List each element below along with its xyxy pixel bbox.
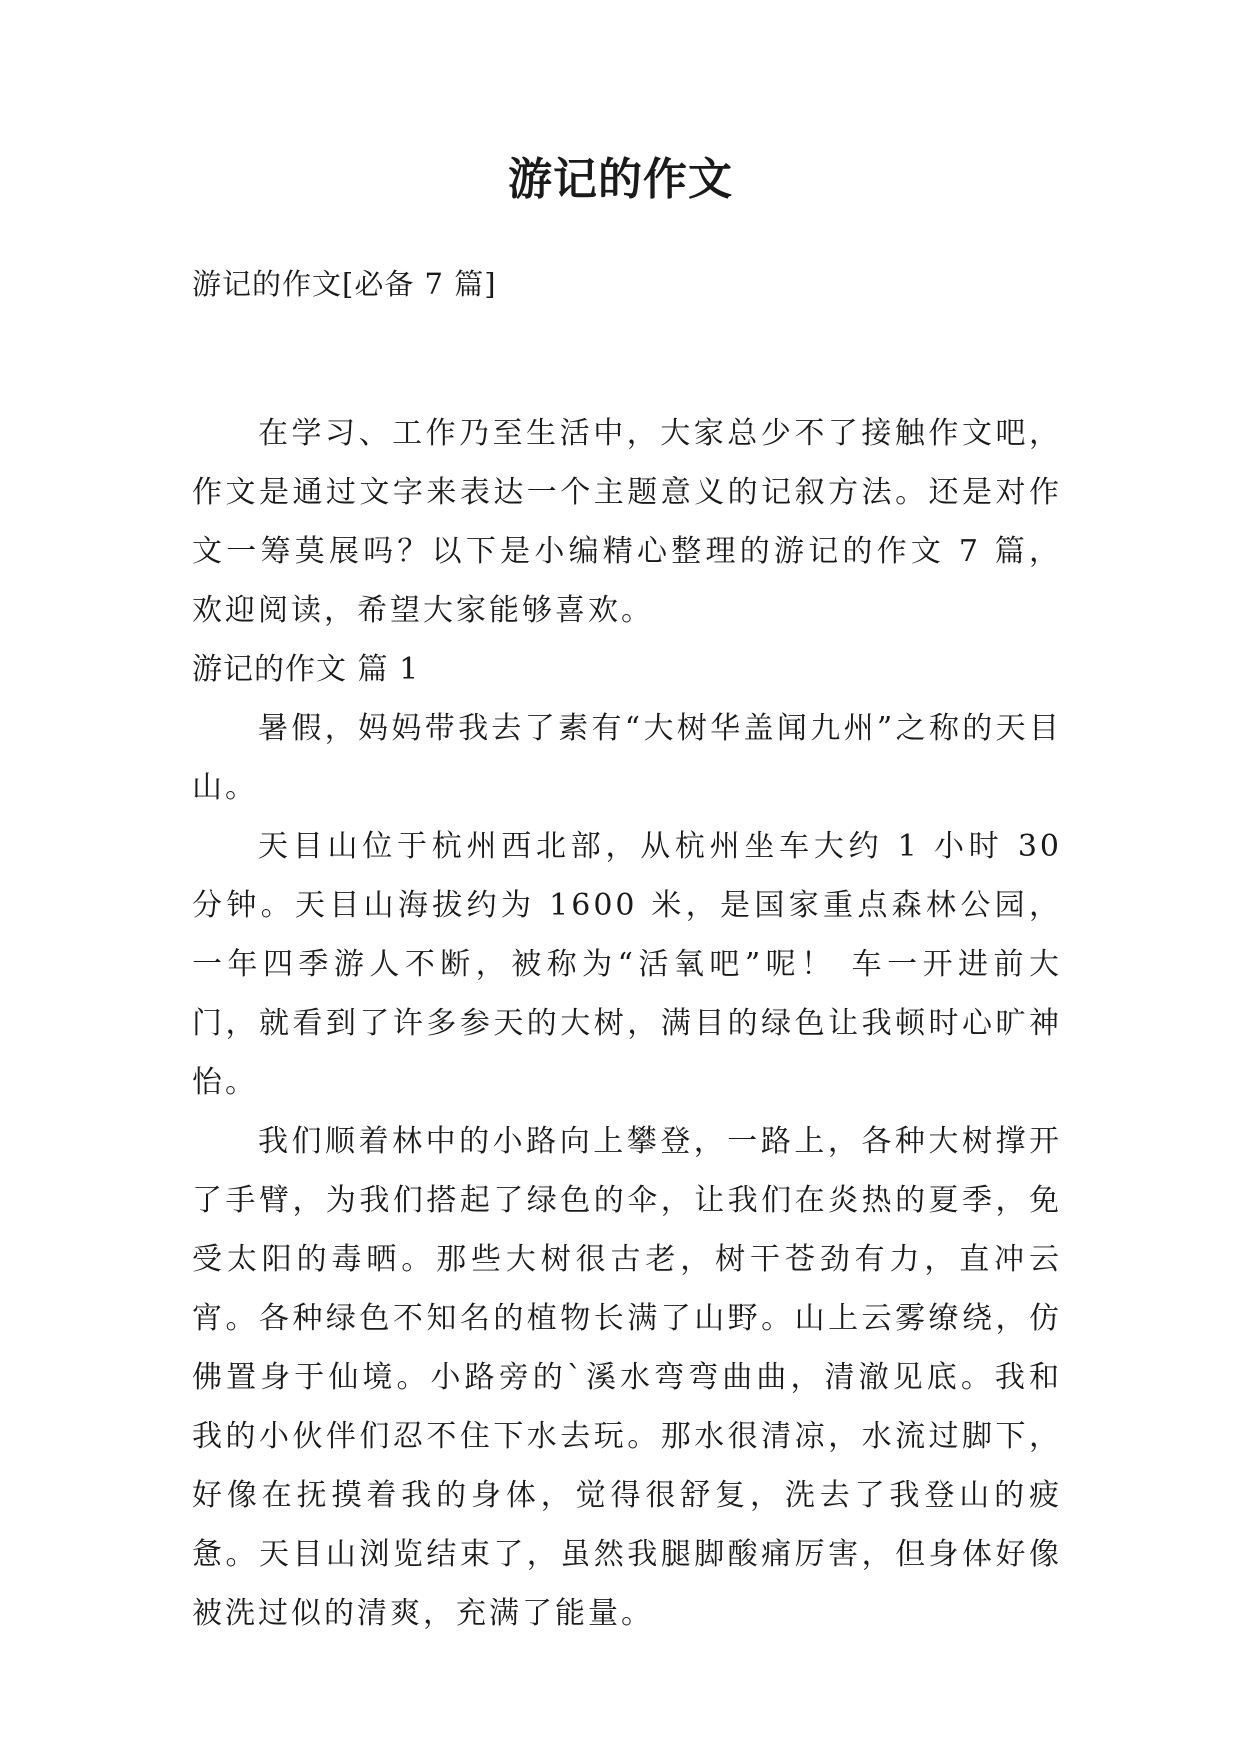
- section-1-heading: 游记的作文 篇 1: [192, 652, 420, 687]
- document-body: [192, 404, 1062, 1643]
- section-1-paragraph-3: 我们顺着林中的小路向上攀登，一路上，各种大树撑开了手臂，为我们搭起了绿色的伞，让我们在炎热的夏季，免受太阳的毒晒。那些大树很古老，树干苍劲有力，直冲云宵。各种绿色不知名的植物长满了山野。山上云雾缭绕，仿佛置身于仙境。小路旁的`溪水弯弯曲曲，清澈见底。我和我的小伙伴们忍不住下水去玩。那水很清凉，水流过脚下，好像在抚摸着我的身体，觉得很舒复，洗去了我登山的疲惫。天目山浏览结束了，虽然我腿脚酸痛厉害，但身体好像被洗过似的清爽，充满了能量。: [192, 1124, 1062, 1631]
- section-1-paragraph-2: 天目山位于杭州西北部，从杭州坐车大约 1 小时 30 分钟。天目山海拔约为 1600 米，是国家重点森林公园，一年四季游人不断，被称为“活氧吧”呢！ 车一开进前大门，就看到了许多参天的大树，满目的绿色让我顿时心旷神怡。: [192, 829, 1062, 1100]
- document-title: 游记的作文: [508, 154, 733, 205]
- intro-paragraph: 在学习、工作乃至生活中，大家总少不了接触作文吧，作文是通过文字来表达一个主题意义的记叙方法。还是对作文一筹莫展吗？以下是小编精心整理的游记的作文 7 篇，欢迎阅读，希望大家能够喜欢。: [192, 416, 1062, 628]
- section-1-paragraph-1: 暑假，妈妈带我去了素有“大树华盖闻九州”之称的天目山。: [192, 711, 1062, 805]
- document-subtitle: 游记的作文[必备 7 篇]: [192, 267, 497, 301]
